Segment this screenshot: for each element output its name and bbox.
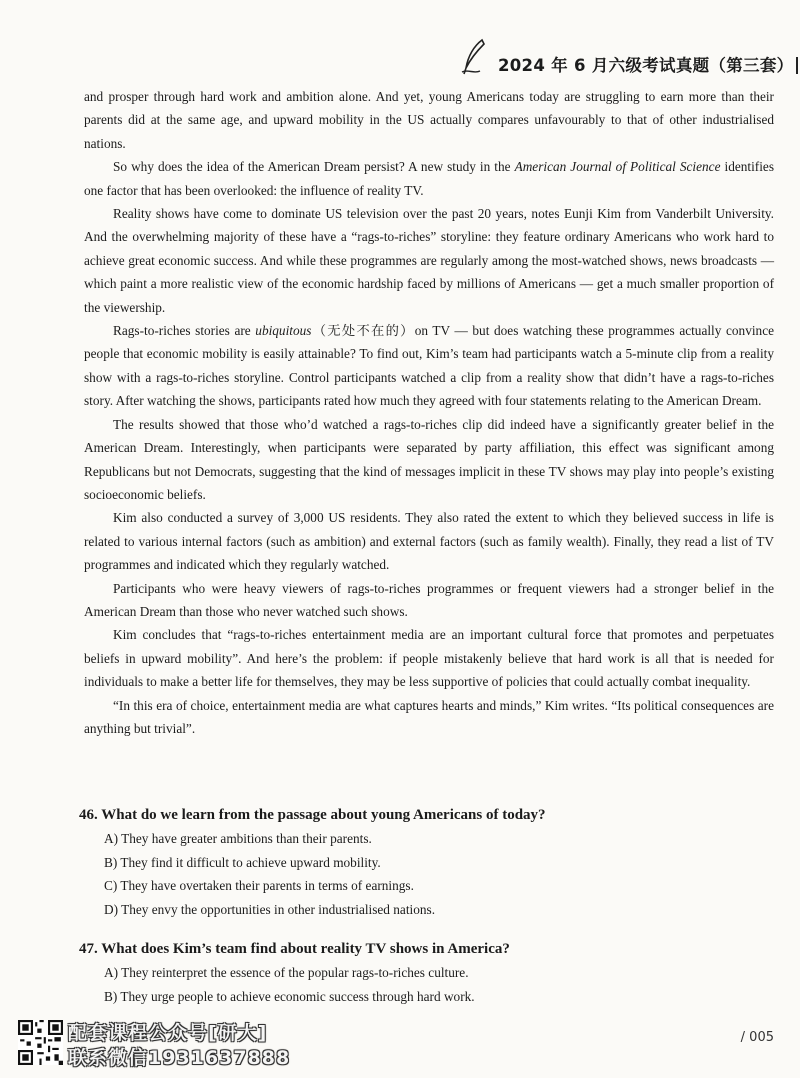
qr-code-icon <box>18 1020 63 1065</box>
answer-option: A) They have greater ambitions than their parents. <box>104 831 372 846</box>
passage-paragraph: Kim also conducted a survey of 3,000 US residents. They also rated the extent to which they believed success in life is related to various internal factors (such as ambition) and external factors (such as family wealth). Finally, they read a list of TV programmes and indicated which they regularly watched. <box>84 510 774 573</box>
answer-option: B) They find it difficult to achieve upward mobility. <box>104 854 381 870</box>
passage-paragraph: The results showed that those who’d watched a rags-to-riches clip did indeed have a significantly greater belief in the American Dream. Interestingly, when participants were separated by party affiliation, this effect was significant among Republicans but not Democrats, suggesting that the kind of messages implicit in these TV shows may play into people’s existing socioeconomic beliefs. <box>84 416 774 502</box>
promo-text-wechat: 联系微信1931637888 <box>68 1047 291 1069</box>
answer-option: B) They urge people to achieve economic success through hard work. <box>104 988 475 1004</box>
exam-title: 2024 年 6 月六级考试真题（第三套） <box>498 52 798 76</box>
page-number: / 005 <box>740 1030 774 1045</box>
passage-paragraph: and prosper through hard work and ambition alone. And yet, young Americans today are struggling to earn more than their parents did at the same age, and upward mobility in the US actually compares unfavourably to that of other industrialised nations. <box>84 89 774 151</box>
page-header <box>460 38 794 78</box>
journal-name: American Journal of Political Science <box>514 159 721 175</box>
question-46 <box>79 803 774 921</box>
passage-paragraph: Kim concludes that “rags-to-riches entertainment media are an important cultural force that promotes and perpetuates beliefs in upward mobility”. And here’s the problem: if people mistakenly believe that hard work is all that is needed for individuals to make a better life for themselves, they may be less supportive of policies that could actually combat inequality. <box>84 627 774 690</box>
passage-paragraph: So why does the idea of the American Dream persist? A new study in the American Journal of Political Science identifies one factor that has been overlooked: the influence of reality TV. <box>84 159 774 198</box>
answer-option: C) They have overtaken their parents in terms of earnings. <box>104 878 414 894</box>
promo-text-course: 配套课程公众号[研大] <box>68 1022 268 1044</box>
question-47 <box>79 937 774 1008</box>
vocab-word: ubiquitous <box>255 323 312 339</box>
question-title: 46. What do we learn from the passage about young Americans of today? <box>79 807 546 823</box>
passage-paragraph: Participants who were heavy viewers of rags-to-riches programmes or frequent viewers had a stronger belief in the American Dream than those who never watched such shows. <box>84 580 774 619</box>
passage-paragraph: Reality shows have come to dominate US television over the past 20 years, notes Eunji Kim from Vanderbilt University. And the overwhelming majority of these have a “rags-to-riches” storyline: they feature ordinary Americans who work hard to achieve great economic success. And while these programmes are regularly among the most-watched shows, news broadcasts — which paint a more realistic view of the economic hardship faced by millions of Americans — get a much smaller proportion of the viewership. <box>84 206 774 315</box>
passage-paragraph: Rags-to-riches stories are ubiquitous（无处不在的）on TV — but does watching these programmes actually convince people that economic mobility is easily attainable? To find out, Kim’s team had participants watch a 5-minute clip from a reality show with a rags-to-riches storyline. Control participants watched a clip from a reality show that didn’t have a rags-to-riches story. After watching the shows, participants rated how much they agreed with four statements relating to the American Dream. <box>84 323 774 409</box>
answer-option: A) They reinterpret the essence of the popular rags-to-riches culture. <box>104 965 469 980</box>
question-title: 47. What does Kim’s team find about reality TV shows in America? <box>79 941 510 957</box>
feather-pen-icon <box>460 38 490 78</box>
reading-passage <box>84 85 774 740</box>
promo-watermark <box>18 1018 318 1070</box>
answer-option: D) They envy the opportunities in other industrialised nations. <box>104 901 436 917</box>
passage-paragraph: “In this era of choice, entertainment media are what captures hearts and minds,” Kim writes. “Its political consequences are anything but trivial”. <box>84 697 774 736</box>
vocab-gloss: （无处不在的） <box>311 323 415 339</box>
